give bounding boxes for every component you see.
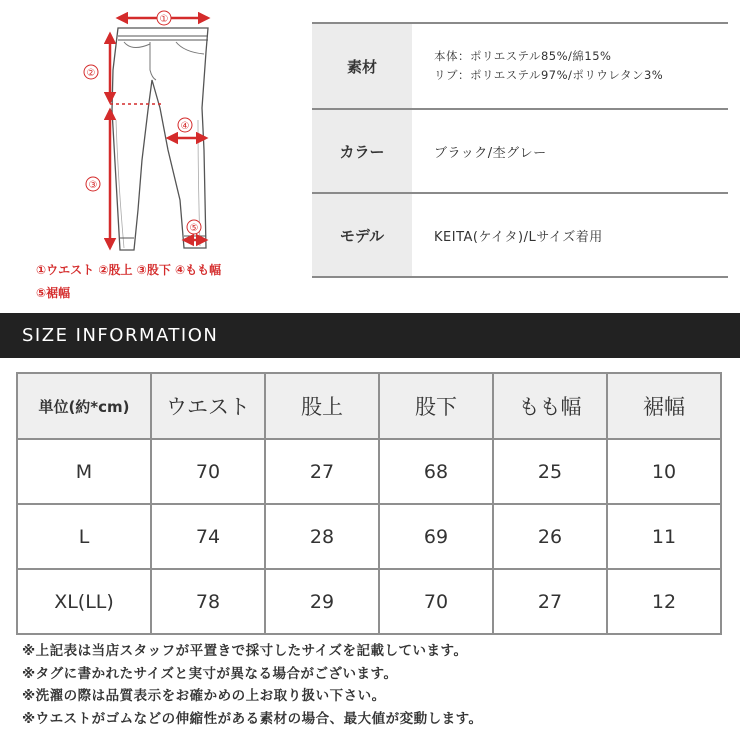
spec-value-line: ブラック/杢グレー [434,145,547,161]
marker-2: ② [86,68,96,79]
size-cell: XL(LL) [17,569,151,634]
table-cell: 78 [151,569,265,634]
legend-line-2: ⑤裾幅 [36,286,71,300]
spec-row-model [312,194,728,278]
note-line: ※洗濯の際は品質表示をお確かめの上お取り扱い下さい。 [22,688,386,704]
marker-1: ① [159,14,169,25]
legend-line-1: ①ウエスト ②股上 ③股下 ④もも幅 [36,263,222,277]
spec-value [414,194,728,276]
note-line: ※ウエストがゴムなどの伸縮性がある素材の場合、最大値が変動します。 [22,710,483,727]
header-rise: 股上 [265,373,379,439]
spec-row-material [312,22,728,110]
header-inseam: 股下 [379,373,493,439]
spec-label: カラー [312,110,414,192]
table-cell: 70 [379,569,493,634]
spec-value [414,24,728,108]
table-cell: 26 [493,504,607,569]
header-unit: 単位(約*cm) [17,373,151,439]
table-cell: 28 [265,504,379,569]
table-cell: 27 [493,569,607,634]
table-row [17,439,721,504]
note-line: ※上記表は当店スタッフが平置きで採寸したサイズを記載しています。 [22,643,468,659]
spec-label: 素材 [312,24,414,108]
table-cell: 27 [265,439,379,504]
table-cell: 29 [265,569,379,634]
table-cell: 12 [607,569,721,634]
header-waist: ウエスト [151,373,265,439]
spec-value-line: KEITA(ケイタ)/Lサイズ着用 [434,229,603,245]
spec-row-color [312,110,728,194]
notes [22,640,732,730]
header-thigh: もも幅 [493,373,607,439]
size-table-header-row [17,373,721,439]
spec-value-line: リブ：ポリエステル97%/ポリウレタン3% [434,68,664,82]
note-line: ※タグに書かれたサイズと実寸が異なる場合がございます。 [22,665,398,682]
table-cell: 74 [151,504,265,569]
size-table [16,372,722,635]
spec-value-line: 本体：ポリエステル85%/綿15% [434,49,612,63]
size-cell: L [17,504,151,569]
measurement-diagram [0,0,300,310]
table-cell: 70 [151,439,265,504]
table-cell: 11 [607,504,721,569]
banner-title: SIZE INFORMATION [22,325,219,346]
size-info-banner [0,313,740,358]
marker-5: ⑤ [189,223,199,234]
marker-4: ④ [180,121,190,132]
spec-value [414,110,728,192]
spec-table [312,22,728,278]
table-cell: 68 [379,439,493,504]
marker-3: ③ [88,180,98,191]
table-cell: 25 [493,439,607,504]
pants-illustration [0,0,300,260]
table-row [17,504,721,569]
table-cell: 69 [379,504,493,569]
header-hem: 裾幅 [607,373,721,439]
size-cell: M [17,439,151,504]
table-row [17,569,721,634]
table-cell: 10 [607,439,721,504]
spec-label: モデル [312,194,414,276]
